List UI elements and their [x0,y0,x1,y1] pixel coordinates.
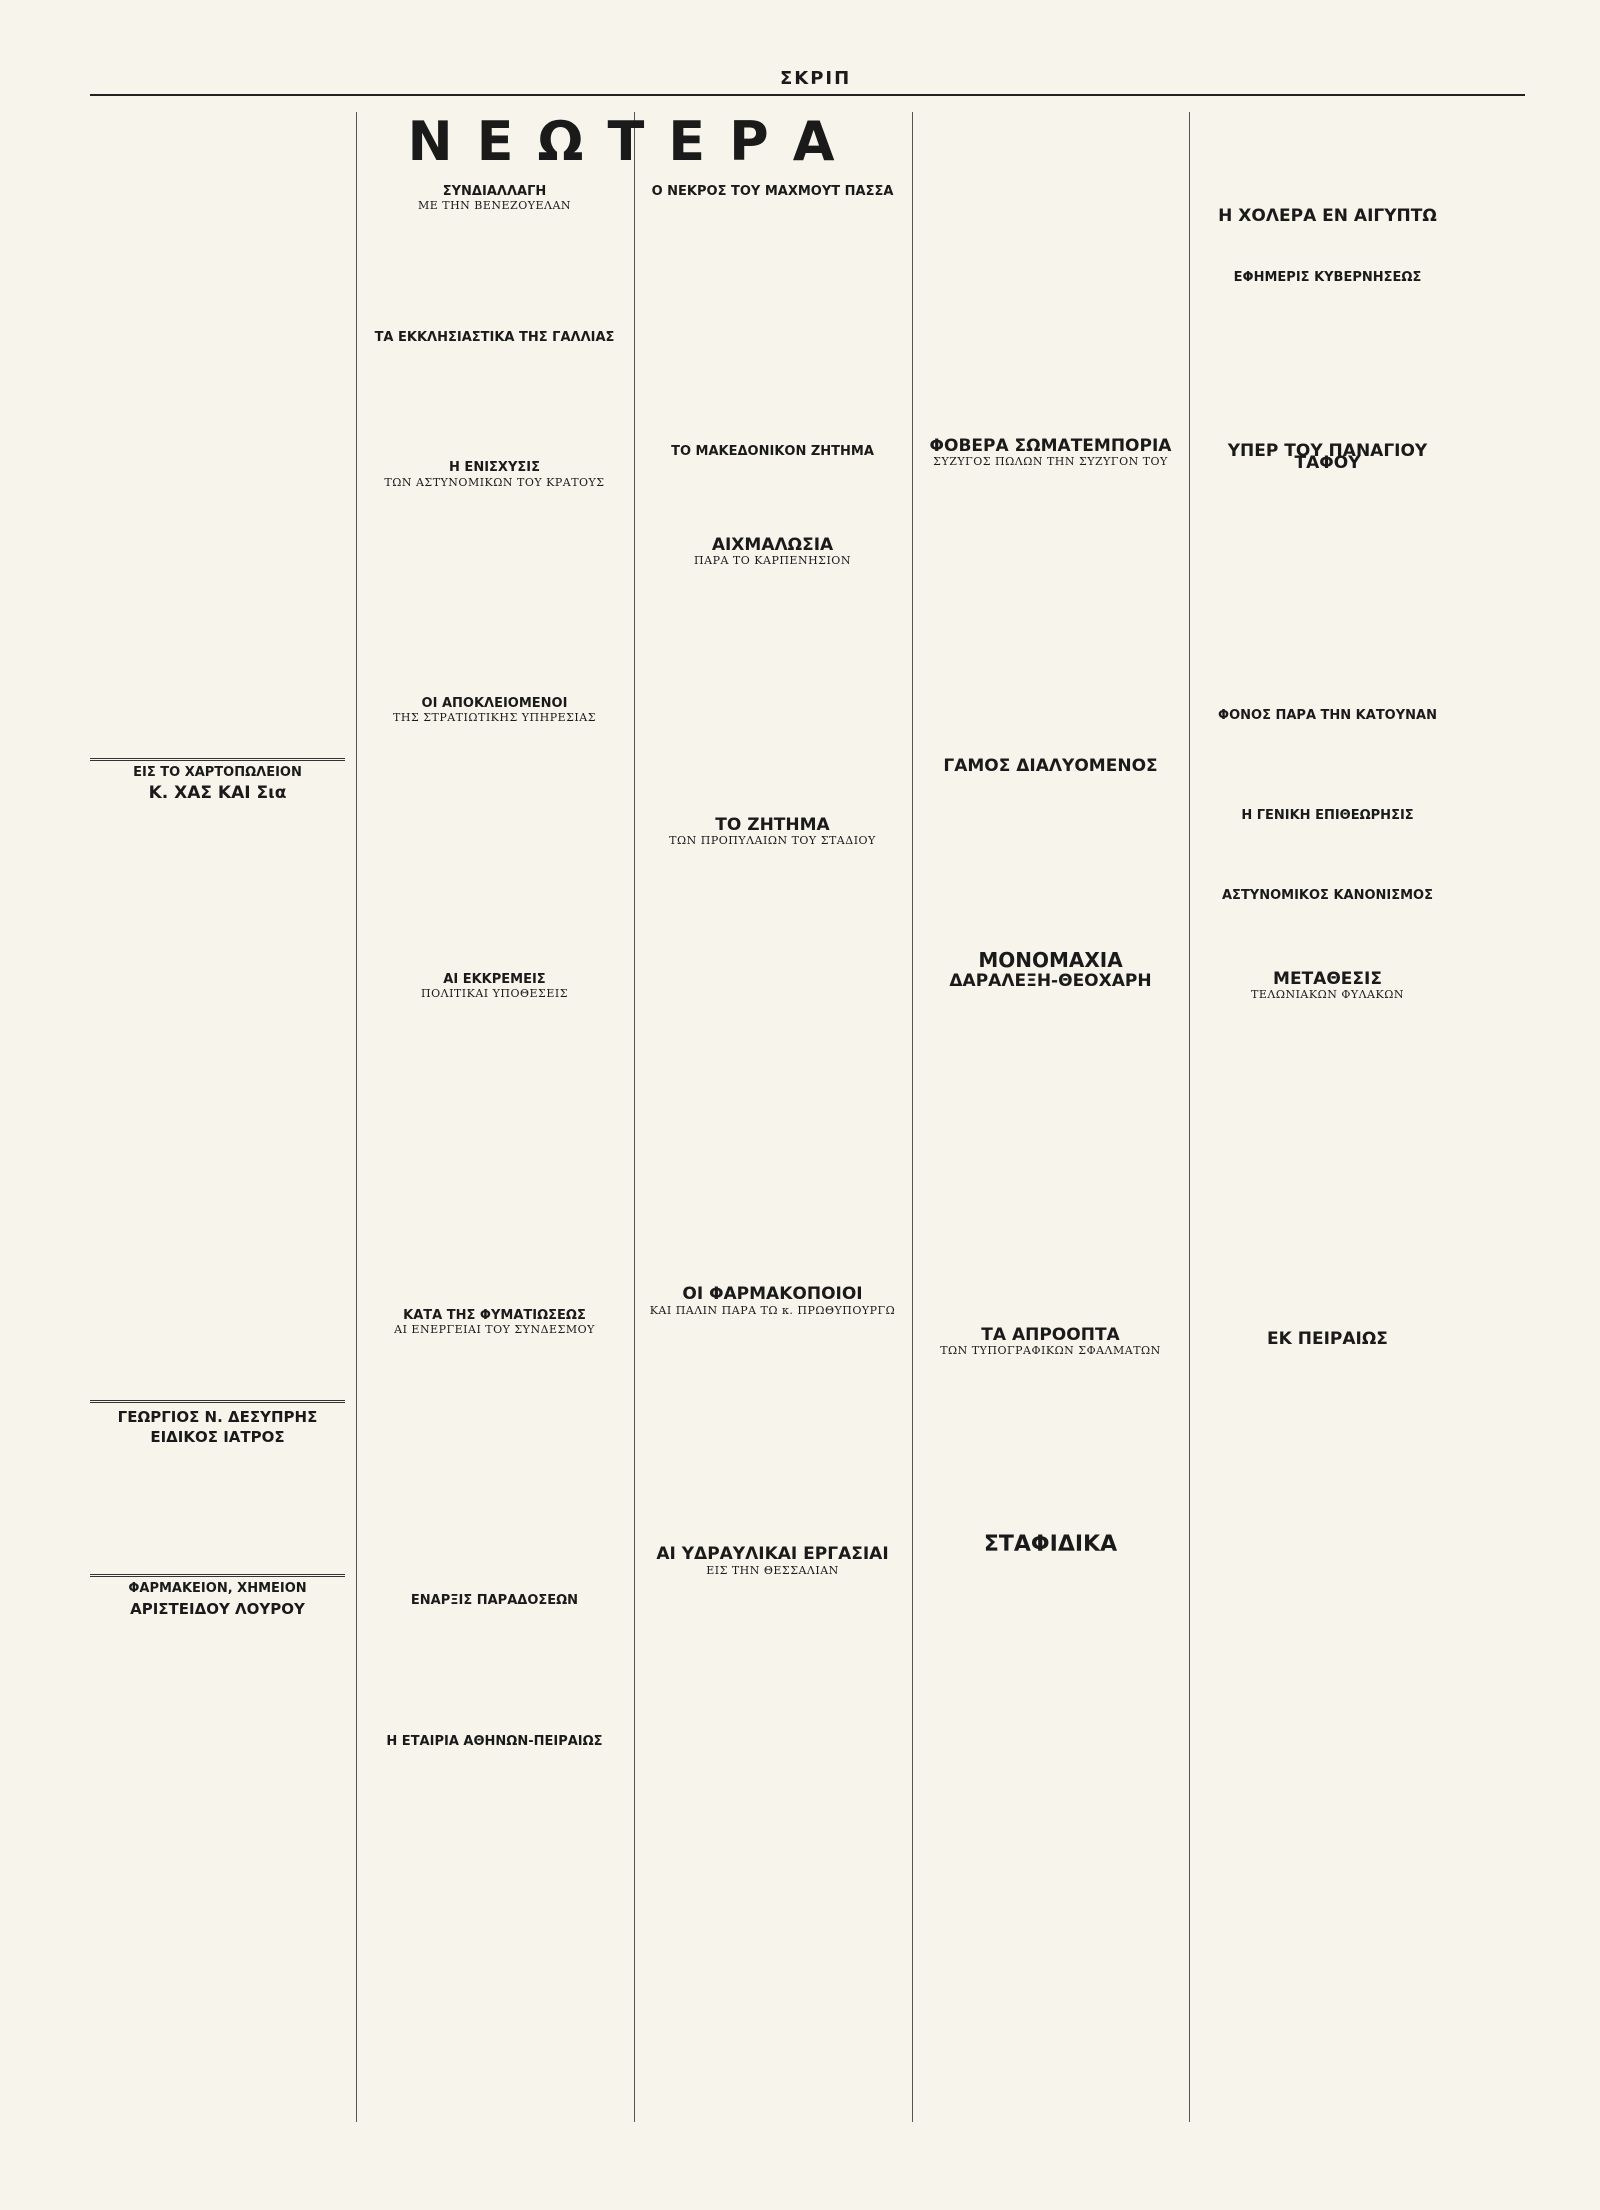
article-heading-large: ΥΠΕΡ ΤΟΥ ΠΑΝΑΓΙΟΥ ΤΑΦΟΥ [1227,440,1428,474]
article-heading: ΕΦΗΜΕΡΙΣ ΚΥΒΕΡΝΗΣΕΩΣ [1233,270,1422,286]
article-text [923,991,1178,1321]
column-3 [645,180,900,2190]
column-divider [356,112,357,2122]
article-text [645,571,900,811]
article-subheading: ΤΕΛΩΝΙΑΚΩΝ ΦΥΛΑΚΩΝ [1251,988,1404,1002]
article-subheading: ΔΑΡΑΛΕΞΗ-ΘΕΟΧΑΡΗ [949,970,1152,991]
masthead-name: ΣΚΡΙΠ [780,68,852,89]
article-text [1200,287,1455,437]
article-subheading: ΣΥΖΥΓΟΣ ΠΩΛΩΝ ΤΗΝ ΣΥΖΥΓΟΝ ΤΟΥ [933,455,1168,469]
article-heading-large: ΜΕΤΑΘΕΣΙΣ [1273,968,1382,989]
article-text [645,1320,900,1540]
article-text [1200,824,1455,884]
article-heading: ΤΟ ΜΑΚΕΔΟΝΙΚΟΝ ΖΗΤΗΜΑ [671,444,874,460]
article-text [367,1004,622,1304]
doctor-name: ΓΕΩΡΓΙΟΣ Ν. ΔΕΣΥΠΡΗΣ [117,1407,318,1426]
article-heading: ΚΑΤΑ ΤΗΣ ΦΥΜΑΤΙΩΣΕΩΣ [403,1307,586,1323]
article-heading: ΑΙ ΕΚΚΡΕΜΕΙΣ [443,971,546,987]
article-heading: ΤΑ ΕΚΚΛΗΣΙΑΣΤΙΚΑ ΤΗΣ ΓΑΛΛΙΑΣ [374,329,615,345]
article-text [645,200,900,440]
article-heading-large: ΓΑΜΟΣ ΔΙΑΛΥΟΜΕΝΟΣ [943,755,1158,776]
section-title: ΝΕΩΤΕΡΑ [407,110,859,173]
article-heading-large: ΑΙ ΥΔΡΑΥΛΙΚΑΙ ΕΡΓΑΣΙΑΙ [656,1544,889,1565]
ad-company: Κ. ΧΑΣ ΚΑΙ Σια [148,783,287,804]
article-subheading: ΜΕ ΤΗΝ ΒΕΝΕΖΟΥΕΛΑΝ [417,199,572,213]
article-heading-large: ΣΤΑΦΙΔΙΚΑ [983,1531,1118,1557]
article-heading-large: ΟΙ ΦΑΡΜΑΚΟΠΟΙΟΙ [682,1284,863,1305]
article-text [1200,905,1455,965]
column-4 [923,112,1178,2122]
article-text [645,850,900,1280]
article-heading: ΦΟΝΟΣ ΠΑΡΑ ΤΗΝ ΚΑΤΟΥΝΑΝ [1218,707,1437,723]
article-text [1200,1005,1455,1325]
article-text [923,1361,1178,1531]
article-text [367,728,622,968]
article-text [1200,226,1455,266]
ad-text [90,804,345,1394]
article-text [1200,112,1455,202]
article-subheading: ΚΑΙ ΠΑΛΙΝ ΠΑΡΑ ΤΩ κ. ΠΡΩΘΥΠΟΥΡΓΩ [649,1303,896,1317]
article-text [923,112,1178,432]
article-heading-large: ΕΚ ΠΕΙΡΑΙΩΣ [1267,1328,1388,1349]
article-text [367,346,622,456]
article-subheading: ΤΩΝ ΑΣΤΥΝΟΜΙΚΩΝ ΤΟΥ ΚΡΑΤΟΥΣ [384,475,605,489]
article-heading-large: ΜΟΝΟΜΑΧΙΑ [978,948,1123,973]
divider [90,1400,345,1403]
article-text [90,112,345,752]
article-text [645,461,900,531]
ad-text [90,1448,345,1568]
ad-heading: ΕΙΣ ΤΟ ΧΑΡΤΟΠΩΛΕΙΟΝ [133,765,302,780]
column-2 [367,180,622,2190]
article-heading-large: ΑΙΧΜΑΛΩΣΙΑ [711,534,834,555]
divider [90,758,345,761]
newspaper-page [90,68,1525,2140]
article-heading-large: Η ΧΟΛΕΡΑ ΕΝ ΑΙΓΥΠΤΩ [1218,206,1437,226]
pharmacy-name: ΑΡΙΣΤΕΙΔΟΥ ΛΟΥΡΟΥ [130,1600,305,1619]
article-heading-large: ΤΑ ΑΠΡΟΟΠΤΑ [981,1325,1120,1346]
article-subheading: ΕΙΣ ΤΗΝ ΘΕΣΣΑΛΙΑΝ [706,1563,839,1577]
column-divider [1189,112,1190,2122]
article-subheading: ΠΑΡΑ ΤΟ ΚΑΡΠΕΝΗΣΙΟΝ [694,554,851,568]
article-heading: Η ΕΝΙΣΧΥΣΙΣ [449,460,540,476]
article-subheading: ΑΙ ΕΝΕΡΓΕΙΑΙ ΤΟΥ ΣΥΝΔΕΣΜΟΥ [394,1323,595,1337]
article-subheading: ΠΟΛΙΤΙΚΑΙ ΥΠΟΘΕΣΕΙΣ [421,987,568,1001]
article-heading-large: ΦΟΒΕΡΑ ΣΩΜΑΤΕΜΠΟΡΙΑ [929,436,1172,456]
article-heading: ΣΥΝΔΙΑΛΛΑΓΗ [442,184,547,199]
article-heading: ΕΝΑΡΞΙΣ ΠΑΡΑΔΟΣΕΩΝ [410,1593,579,1609]
article-text [1200,724,1455,804]
column-1 [90,112,345,2122]
article-subheading: ΤΩΝ ΤΥΠΟΓΡΑΦΙΚΩΝ ΣΦΑΛΜΑΤΩΝ [940,1344,1161,1358]
article-text [367,492,622,692]
article-text [367,1610,622,1730]
article-text [367,1339,622,1589]
article-subheading: ΤΗΣ ΣΤΡΑΤΙΩΤΙΚΗΣ ΥΠΗΡΕΣΙΑΣ [393,711,596,725]
article-heading: ΑΣΤΥΝΟΜΙΚΟΣ ΚΑΝΟΝΙΣΜΟΣ [1222,888,1433,904]
column-5 [1200,112,1455,2122]
article-heading: ΟΙ ΑΠΟΚΛΕΙΟΜΕΝΟΙ [421,696,568,712]
article-text [367,216,622,326]
article-heading: Η ΓΕΝΙΚΗ ΕΠΙΘΕΩΡΗΣΙΣ [1241,808,1414,824]
article-text [923,776,1178,946]
article-subheading: ΤΩΝ ΠΡΟΠΥΛΑΙΩΝ ΤΟΥ ΣΤΑΔΙΟΥ [669,834,876,848]
article-heading: Ο ΝΕΚΡΟΣ ΤΟΥ ΜΑΧΜΟΥΤ ΠΑΣΣΑ [651,184,894,199]
article-text [923,472,1178,752]
column-divider [634,112,635,2122]
article-heading: Η ΕΤΑΙΡΙΑ ΑΘΗΝΩΝ-ΠΕΙΡΑΙΩΣ [386,1733,603,1749]
column-divider [912,112,913,2122]
article-text [1200,474,1455,704]
divider [90,1574,345,1577]
article-heading-large: ΤΟ ΖΗΤΗΜΑ [715,814,830,835]
pharmacy-heading: ΦΑΡΜΑΚΕΙΟΝ, ΧΗΜΕΙΟΝ [128,1580,307,1596]
doctor-title: ΕΙΔΙΚΟΣ ΙΑΤΡΟΣ [150,1428,285,1447]
